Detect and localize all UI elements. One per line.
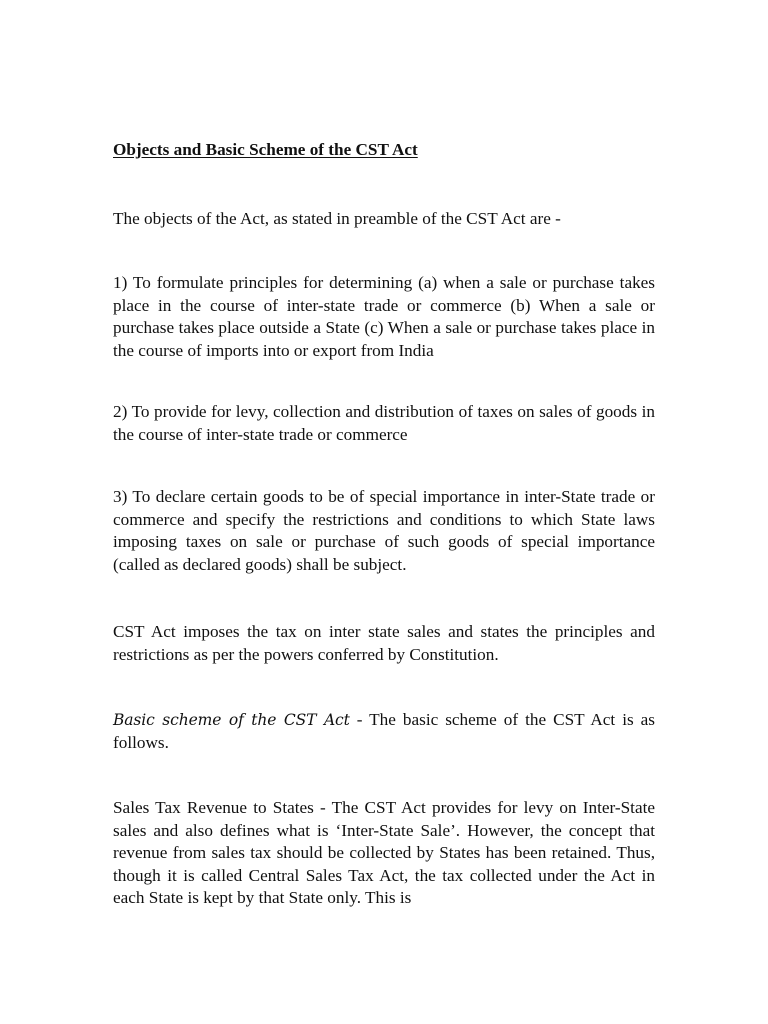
document-heading: Objects and Basic Scheme of the CST Act (113, 140, 418, 159)
basic-scheme-text: - The basic scheme of the CST Act is as follows. (113, 710, 655, 752)
basic-scheme-paragraph (113, 709, 655, 754)
object-2-paragraph: 2) To provide for levy, collection and distribution of taxes on sales of goods in the course of inter-state trade or commerce (113, 402, 655, 444)
object-3-paragraph: 3) To declare certain goods to be of special importance in inter-State trade or commerce and specify the restrictions and conditions to which State laws imposing taxes on sale or purchase of such goods of special importance (called as declared goods) shall be subject. (113, 487, 655, 574)
object-1-paragraph: 1) To formulate principles for determining (a) when a sale or purchase takes place in the course of inter-state trade or commerce (b) When a sale or purchase takes place outside a State (c) When a sale or purchase takes place in the course of imports into or export from India (113, 273, 655, 360)
sales-tax-revenue-paragraph: Sales Tax Revenue to States - The CST Act provides for levy on Inter-State sales and also defines what is ‘Inter-State Sale’. However, the concept that revenue from sales tax should be collected by States has been retained. Thus, though it is called Central Sales Tax Act, the tax collected under the Act in each State is kept by that State only. This is (113, 798, 655, 907)
basic-scheme-lead: Basic scheme of the CST Act (113, 711, 350, 729)
intro-paragraph: The objects of the Act, as stated in preamble of the CST Act are - (113, 209, 561, 228)
constitution-paragraph: CST Act imposes the tax on inter state sales and states the principles and restrictions as per the powers conferred by Constitution. (113, 622, 655, 664)
